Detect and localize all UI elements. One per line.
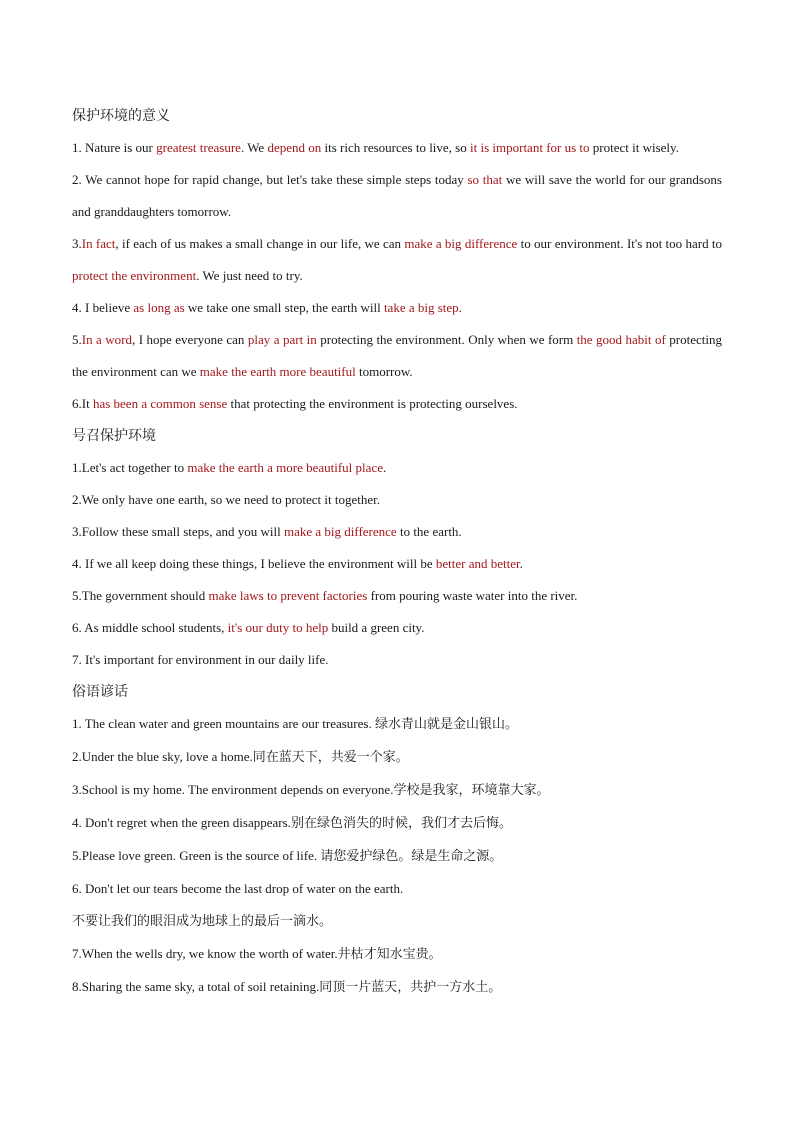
highlighted-phrase: the good habit of: [576, 332, 666, 347]
highlighted-phrase: so that: [467, 172, 503, 187]
list-item: [72, 807, 722, 840]
text-run: 5.: [72, 332, 82, 347]
highlighted-phrase: it's our duty to help: [227, 620, 329, 635]
text-run: 5.Please love green. Green is the source of life.: [72, 848, 321, 863]
list-item: [72, 484, 722, 516]
highlighted-phrase: make a big difference: [283, 524, 397, 539]
text-run: 7. It's important for environment in our daily life.: [72, 652, 329, 667]
highlighted-phrase: make the earth a more beautiful place: [187, 460, 383, 475]
text-run: . We just need to try.: [196, 268, 303, 283]
list-item: [72, 292, 722, 324]
highlighted-phrase: better and better: [435, 556, 520, 571]
text-run: . We: [240, 140, 268, 155]
section-heading: 保护环境的意义: [72, 108, 170, 124]
chinese-translation: 绿水青山就是金山银山。: [374, 717, 518, 732]
list-item: [72, 971, 722, 1004]
text-run: 6. As middle school students,: [72, 620, 228, 635]
text-run: 6.It: [72, 396, 93, 411]
highlighted-phrase: In fact: [81, 236, 116, 251]
text-run: 2.We only have one earth, so we need to protect it together.: [72, 492, 380, 507]
chinese-translation: 同在蓝天下，共爱一个家。: [252, 750, 409, 765]
text-run: 1.Let's act together to: [72, 460, 188, 475]
chinese-translation: 请您爱护绿色。绿是生命之源。: [320, 849, 503, 864]
highlighted-phrase: as long as: [133, 300, 185, 315]
text-run: 3.School is my home. The environment depends on everyone.: [72, 782, 394, 797]
text-run: 4. I believe: [72, 300, 134, 315]
text-run: .: [519, 556, 523, 571]
highlighted-phrase: make laws to prevent factories: [208, 588, 368, 603]
list-item: [72, 580, 722, 612]
text-run: 5.The government should: [72, 588, 209, 603]
chinese-translation: 井枯才知水宝贵。: [337, 947, 442, 962]
highlighted-phrase: depend on: [267, 140, 322, 155]
list-item: [72, 324, 722, 388]
text-run: tomorrow.: [355, 364, 413, 379]
text-run: 7.When the wells dry, we know the worth of water.: [72, 946, 338, 961]
text-run: protect it wisely.: [589, 140, 679, 155]
highlighted-phrase: it is important for us to: [470, 140, 590, 155]
text-run: build a green city.: [328, 620, 425, 635]
text-run: 1. The clean water and green mountains are our treasures.: [72, 716, 375, 731]
text-run: protecting the environment can we: [72, 332, 722, 379]
chinese-translation: 别在绿色消失的时候，我们才去后悔。: [290, 816, 512, 831]
highlighted-phrase: greatest treasure: [156, 140, 241, 155]
text-run: 4. If we all keep doing these things, I believe the environment will be: [72, 556, 436, 571]
text-run: , if each of us makes a small change in our life, we can: [115, 236, 405, 251]
list-item: [72, 644, 722, 676]
text-run: to the earth.: [396, 524, 462, 539]
list-item: [72, 164, 722, 228]
text-run: 1. Nature is our: [72, 140, 157, 155]
section-heading: 号召保护环境: [72, 428, 156, 444]
text-run: we will save the world for our grandsons and granddaughters tomorrow.: [72, 172, 722, 219]
text-run: that protecting the environment is protecting ourselves.: [227, 396, 518, 411]
text-run: 6. Don't let our tears become the last drop of water on the earth.: [72, 881, 404, 896]
chinese-translation: 同顶一片蓝天，共护一方水土。: [319, 980, 502, 995]
text-run: protecting the environment. Only when we form: [316, 332, 577, 347]
document-page: [72, 100, 722, 1004]
highlighted-phrase: make the earth more beautiful: [199, 364, 356, 379]
text-run: .: [382, 460, 387, 475]
text-run: 2.Under the blue sky, love a home.: [72, 749, 253, 764]
list-item: [72, 938, 722, 971]
text-run: to our environment. It's not too hard to: [517, 236, 723, 251]
list-item: [72, 905, 722, 938]
text-run: 3.Follow these small steps, and you will: [72, 524, 284, 539]
highlighted-phrase: take a big step: [383, 300, 459, 315]
list-item: [72, 132, 722, 164]
section-heading: 俗语谚话: [72, 684, 128, 700]
text-run: from pouring waste water into the river.: [367, 588, 578, 603]
text-run: 4. Don't regret when the green disappears.: [72, 815, 291, 830]
highlighted-phrase: play a part in: [247, 332, 317, 347]
list-item: [72, 612, 722, 644]
text-run: 2. We cannot hope for rapid change, but let's take these simple steps today: [72, 172, 468, 187]
highlighted-phrase: In a word: [81, 332, 133, 347]
list-item: [72, 548, 722, 580]
chinese-translation: 不要让我们的眼泪成为地球上的最后一滴水。: [72, 914, 333, 929]
text-run: 3.: [72, 236, 82, 251]
text-run: 8.Sharing the same sky, a total of soil retaining.: [72, 979, 320, 994]
list-item: [72, 708, 722, 741]
chinese-translation: 学校是我家，环境靠大家。: [393, 783, 550, 798]
list-item: [72, 452, 722, 484]
list-item: [72, 873, 722, 905]
text-run: we take one small step, the earth will: [184, 300, 384, 315]
text-run: its rich resources to live, so: [321, 140, 470, 155]
list-item: [72, 388, 722, 420]
list-item: [72, 741, 722, 774]
list-item: [72, 774, 722, 807]
list-item: [72, 516, 722, 548]
text-run: , I hope everyone can: [132, 332, 248, 347]
highlighted-phrase: has been a common sense: [92, 396, 228, 411]
list-item: [72, 840, 722, 873]
highlighted-phrase: make a big difference: [404, 236, 518, 251]
list-item: [72, 228, 722, 292]
highlighted-phrase: protect the environment: [72, 268, 197, 283]
text-run: .: [458, 300, 462, 315]
